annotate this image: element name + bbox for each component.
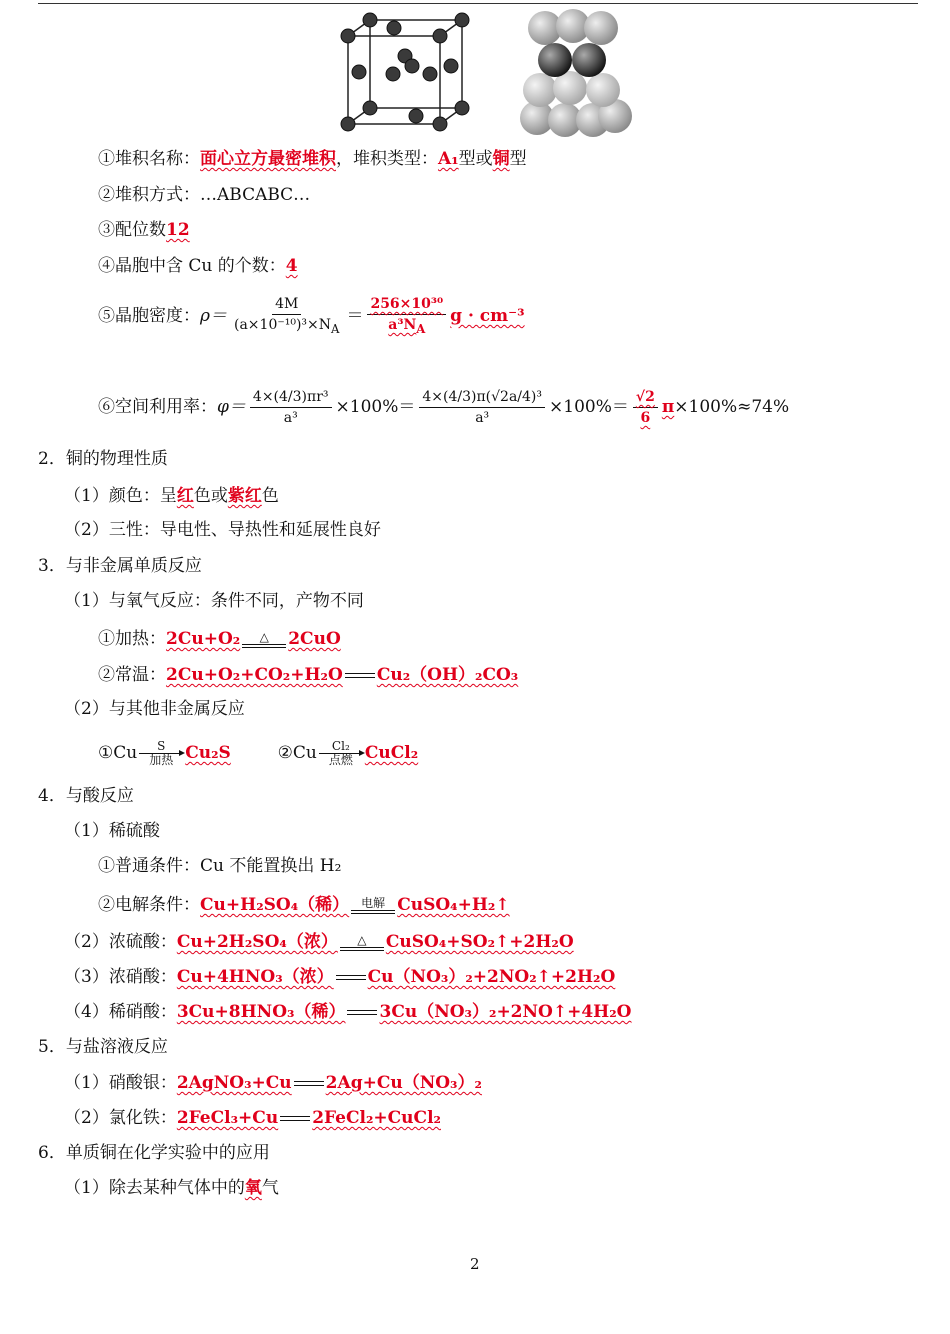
stacking-name-line bbox=[98, 148, 527, 170]
density-denominator-1: $(a\times 10^{-10})^3\times N_A$ bbox=[234, 317, 340, 336]
chlorine-condition-bottom: 点燃 bbox=[328, 753, 353, 767]
color-mid: 色或 bbox=[193, 486, 228, 506]
stacking-type-value: A₁ bbox=[438, 149, 459, 169]
color-red-1: 红 bbox=[176, 486, 194, 506]
dilute-nitric-label: （4）稀硝酸： bbox=[64, 1002, 177, 1022]
dilute-nitric-equals-sign bbox=[347, 1010, 377, 1015]
chlorine-arrow bbox=[319, 753, 363, 754]
conc-nitric-reactants: Cu+4HNO₃（浓） bbox=[176, 967, 334, 987]
section-5-title: 5．与盐溶液反应 bbox=[38, 1037, 168, 1057]
ferric-chloride-reactants: 2FeCl₃+Cu bbox=[176, 1108, 279, 1128]
utilization-phi: φ＝ bbox=[217, 397, 246, 417]
density-unit: g · cm⁻³ bbox=[450, 306, 525, 326]
remove-gas-tail: 气 bbox=[261, 1178, 279, 1198]
electrolysis-bar bbox=[351, 910, 395, 911]
coordination-line bbox=[98, 219, 190, 241]
silver-nitrate-products: 2Ag+Cu（NO₃）₂ bbox=[325, 1073, 482, 1093]
color-line bbox=[64, 485, 279, 507]
sulfur-condition-bottom: 加热 bbox=[149, 753, 174, 767]
sulfur-condition-top: S bbox=[157, 739, 166, 753]
oxygen-reaction-title: （1）与氧气反应：条件不同，产物不同 bbox=[64, 591, 364, 611]
utilization-label: ⑥空间利用率： bbox=[98, 397, 217, 417]
room-temp-equals-sign bbox=[345, 673, 375, 678]
electrolysis-condition bbox=[351, 897, 395, 914]
heating-condition-text: △ bbox=[259, 630, 269, 644]
ferric-chloride-products: 2FeCl₂+CuCl₂ bbox=[312, 1108, 441, 1128]
header-rule bbox=[38, 3, 918, 4]
density-fraction-2 bbox=[367, 296, 446, 337]
electrolysis-label: ②电解条件： bbox=[98, 895, 200, 915]
dilute-nitric-reactants: 3Cu+8HNO₃（稀） bbox=[176, 1002, 346, 1022]
stacking-mode-label: ②堆积方式： bbox=[98, 185, 200, 205]
sulfur-reactant: ①Cu bbox=[98, 743, 138, 763]
color-tail: 色 bbox=[261, 486, 279, 506]
heating-reactants: 2Cu+O₂ bbox=[166, 629, 241, 649]
section-2-title: 2．铜的物理性质 bbox=[38, 449, 168, 469]
conc-sulfuric-products: CuSO₄+SO₂↑+2H₂O bbox=[385, 932, 574, 952]
heating-condition bbox=[242, 631, 286, 648]
fcc-unit-cell-figure bbox=[330, 8, 480, 138]
heating-label: ①加热： bbox=[98, 629, 166, 649]
electrolysis-products: CuSO₄+H₂↑ bbox=[397, 895, 510, 915]
density-denominator-1-text: (a×10⁻¹⁰)³×N bbox=[234, 317, 332, 334]
close-packed-layers-figure bbox=[515, 8, 645, 138]
electrolysis-bar-2 bbox=[351, 913, 395, 914]
chlorine-reactant: ②Cu bbox=[277, 743, 317, 763]
atom-count-value: 4 bbox=[285, 256, 298, 276]
dilute-nitric-line bbox=[64, 1001, 632, 1023]
conc-sulfuric-label: （2）浓硫酸： bbox=[64, 932, 177, 952]
normal-condition-line: ①普通条件：Cu 不能置换出 H₂ bbox=[98, 856, 342, 876]
dilute-nitric-products: 3Cu（NO₃）₂+2NO↑+4H₂O bbox=[379, 1002, 632, 1022]
remove-gas-label: （1）除去某种气体中的 bbox=[64, 1178, 245, 1198]
density-numerator-1: 4M bbox=[272, 296, 301, 315]
remove-gas-line bbox=[64, 1177, 279, 1199]
ferric-chloride-label: （2）氯化铁： bbox=[64, 1108, 177, 1128]
density-denominator-2-text: a³N bbox=[388, 317, 417, 334]
density-numerator-2: 256×10³⁰ bbox=[367, 296, 446, 315]
electrolysis-reactants: Cu+H₂SO₄（稀） bbox=[200, 895, 350, 915]
utilization-denominator-1: a³ bbox=[283, 410, 298, 426]
room-temp-products: Cu₂（OH）₂CO₃ bbox=[376, 665, 519, 685]
dilute-sulfuric-title: （1）稀硫酸 bbox=[64, 821, 160, 841]
conc-sulfuric-condition-text: △ bbox=[357, 933, 367, 947]
ferric-chloride-line bbox=[64, 1107, 441, 1129]
utilization-pi: π bbox=[661, 397, 675, 417]
conc-sulfuric-line bbox=[64, 927, 574, 957]
heating-condition-bar bbox=[242, 644, 286, 645]
utilization-fraction-1 bbox=[250, 389, 332, 426]
color-red-2: 紫红 bbox=[227, 486, 262, 506]
conc-sulfuric-condition bbox=[340, 934, 384, 951]
sulfur-chlorine-line bbox=[98, 733, 418, 773]
page-number: 2 bbox=[470, 1255, 480, 1273]
density-denominator-2: $a^3N_A$ bbox=[388, 317, 426, 336]
stacking-type-suffix: 型或 bbox=[458, 149, 493, 169]
utilization-numerator-1: 4×(4/3)πr³ bbox=[250, 389, 332, 408]
coordination-label: ③配位数 bbox=[98, 220, 166, 240]
utilization-fraction-2 bbox=[419, 389, 545, 426]
heating-reaction-line bbox=[98, 625, 341, 653]
utilization-denominator-3: 6 bbox=[640, 410, 651, 426]
space-utilization-line bbox=[98, 372, 789, 442]
stacking-mode-value: …ABCABC… bbox=[200, 185, 311, 205]
utilization-fraction-3 bbox=[633, 389, 658, 426]
density-line bbox=[98, 296, 525, 337]
conc-nitric-label: （3）浓硝酸： bbox=[64, 967, 177, 987]
chlorine-product: CuCl₂ bbox=[364, 743, 419, 763]
utilization-mid2: ×100%＝ bbox=[549, 397, 629, 417]
electrolysis-condition-text: 电解 bbox=[361, 896, 386, 910]
stacking-name-label: ①堆积名称： bbox=[98, 149, 200, 169]
utilization-numerator-2: 4×(4/3)π(√2a/4)³ bbox=[419, 389, 545, 408]
density-rho: ρ＝ bbox=[200, 306, 227, 326]
chlorine-condition bbox=[319, 740, 363, 767]
atom-count-label: ④晶胞中含 Cu 的个数： bbox=[98, 256, 286, 276]
heating-products: 2CuO bbox=[288, 629, 341, 649]
coordination-value: 12 bbox=[166, 220, 190, 240]
other-nonmetal-title: （2）与其他非金属反应 bbox=[64, 699, 245, 719]
conc-nitric-equals-sign bbox=[336, 975, 366, 980]
utilization-tail: ×100%≈74% bbox=[674, 397, 790, 417]
section-3-title: 3．与非金属单质反应 bbox=[38, 556, 202, 576]
stacking-mode-line bbox=[98, 184, 310, 206]
room-temp-reaction-line bbox=[98, 664, 518, 686]
utilization-numerator-3: √2 bbox=[633, 389, 658, 408]
conc-nitric-products: Cu（NO₃）₂+2NO₂↑+2H₂O bbox=[367, 967, 616, 987]
stacking-type-label: ，堆积类型： bbox=[336, 149, 438, 169]
heating-condition-bar-2 bbox=[242, 647, 286, 648]
section-6-title: 6．单质铜在化学实验中的应用 bbox=[38, 1143, 270, 1163]
silver-nitrate-line bbox=[64, 1072, 482, 1094]
stacking-name-value: 面心立方最密堆积 bbox=[200, 149, 336, 169]
room-temp-reactants: 2Cu+O₂+CO₂+H₂O bbox=[166, 665, 343, 685]
sulfur-product: Cu₂S bbox=[185, 743, 231, 763]
density-fraction-1 bbox=[231, 296, 342, 337]
density-equals: ＝ bbox=[346, 306, 364, 326]
conc-sulfuric-bar-2 bbox=[340, 950, 384, 951]
room-temp-label: ②常温： bbox=[98, 665, 166, 685]
stacking-type-value2: 铜 bbox=[492, 149, 510, 169]
silver-nitrate-label: （1）硝酸银： bbox=[64, 1073, 177, 1093]
electrolysis-line bbox=[98, 890, 510, 920]
color-label: （1）颜色：呈 bbox=[64, 486, 177, 506]
silver-nitrate-equals-sign bbox=[294, 1081, 324, 1086]
chlorine-condition-top: Cl₂ bbox=[331, 739, 350, 753]
conc-sulfuric-bar bbox=[340, 947, 384, 948]
utilization-mid: ×100%＝ bbox=[335, 397, 416, 417]
conc-nitric-line bbox=[64, 966, 615, 988]
sulfur-arrow bbox=[139, 753, 183, 754]
sulfur-condition bbox=[139, 740, 183, 767]
silver-nitrate-reactants: 2AgNO₃+Cu bbox=[176, 1073, 292, 1093]
section-4-title: 4．与酸反应 bbox=[38, 786, 134, 806]
utilization-denominator-2: a³ bbox=[475, 410, 490, 426]
atom-count-line bbox=[98, 255, 298, 277]
density-label: ⑤晶胞密度： bbox=[98, 306, 200, 326]
conc-sulfuric-reactants: Cu+2H₂SO₄（浓） bbox=[176, 932, 338, 952]
stacking-type-suffix2: 型 bbox=[509, 149, 527, 169]
ferric-chloride-equals-sign bbox=[280, 1116, 310, 1121]
three-properties-line: （2）三性：导电性、导热性和延展性良好 bbox=[64, 520, 381, 540]
remove-gas-red: 氧 bbox=[244, 1178, 262, 1198]
